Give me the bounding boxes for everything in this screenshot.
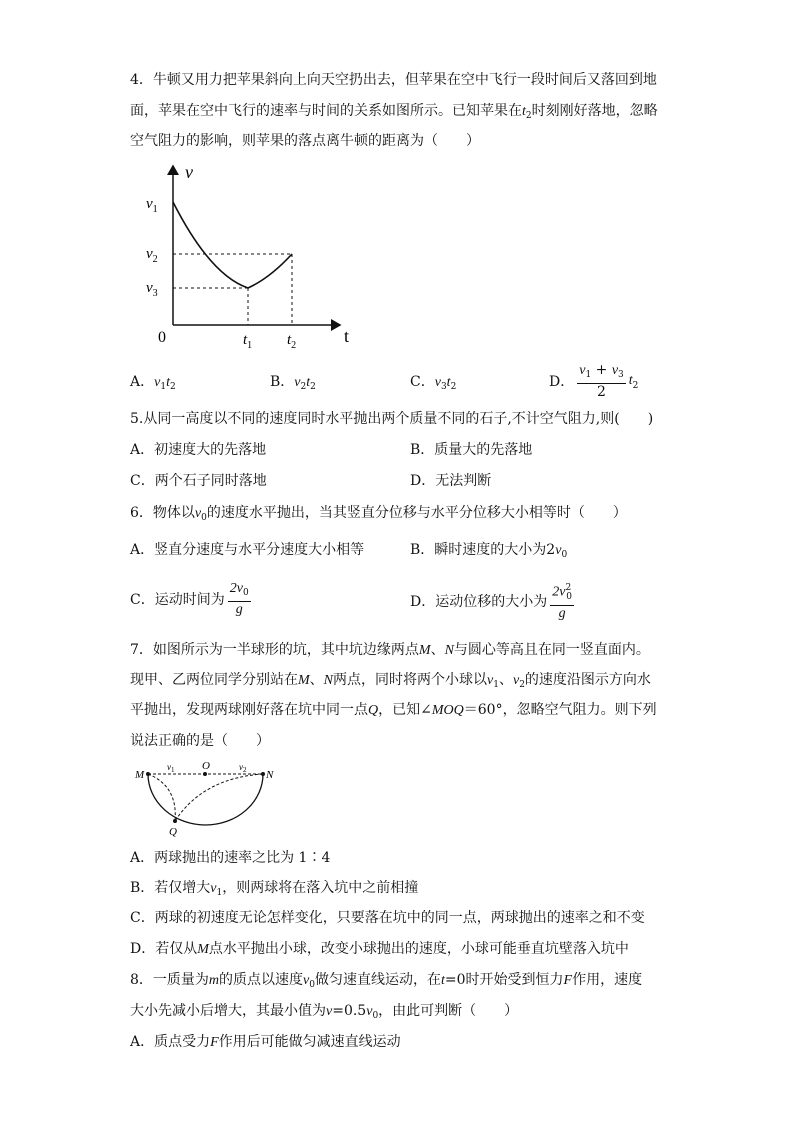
- trajectory-from-m: [148, 774, 175, 821]
- label-v1: $v_1$: [167, 762, 175, 774]
- q8-stem-line2: 大小先减小后增大，其最小值为$v=0.5v_0$，由此可判断（ ）: [130, 1003, 519, 1021]
- q7-stem-line1: 7．如图所示为一半球形的坑，其中坑边缘两点M、N与圆心等高且在同一竖直面内。: [130, 642, 650, 658]
- q7-stem-line2: 现甲、乙两位同学分别站在M、N两点，同时将两个小球以$v_1$、$v_2$的速度沿图示方向水: [130, 672, 651, 690]
- q8-option-a: A．质点受力F作用后可能做匀减速直线运动: [130, 1034, 401, 1050]
- q4-option-c: C．$v_3t_2$: [410, 374, 457, 392]
- q6-option-a: A．竖直分速度与水平分速度大小相等: [130, 542, 365, 558]
- q7-stem-line4: 说法正确的是（ ）: [130, 733, 270, 749]
- q7-option-a: A．两球抛出的速率之比为 1∶4: [130, 850, 331, 866]
- y-axis-label: v: [185, 162, 193, 182]
- pit-arc: [148, 774, 263, 825]
- fraction: $\frac{2v^2_0}{g}$: [550, 580, 574, 622]
- point-n: [261, 772, 265, 776]
- origin-label: 0: [158, 329, 166, 346]
- trajectory-from-n: [175, 774, 263, 821]
- q5-option-a: A．初速度大的先落地: [130, 442, 267, 458]
- q7-hemisphere-pit-figure: [133, 760, 283, 838]
- speed-curve: [173, 202, 292, 288]
- t1-label: $t_1$: [243, 332, 253, 351]
- q4-stem-line2: 面，苹果在空中飞行的速率与时间的关系如图所示。已知苹果在$t_2$时刻刚好落地，忽略: [130, 103, 658, 121]
- label-o: O: [202, 760, 210, 772]
- q6-stem: 6．物体以$v_0$的速度水平抛出，当其竖直分位移与水平分位移大小相等时（ ）: [130, 505, 627, 523]
- q4-velocity-time-graph: [140, 160, 370, 360]
- v1-label: $v_1$: [146, 196, 158, 215]
- v2-label: $v_2$: [146, 246, 158, 265]
- q4-stem-line1: 4．牛顿又用力把苹果斜向上向天空扔出去，但苹果在空中飞行一段时间后又落回到地: [130, 72, 657, 88]
- q5-option-d: D．无法判断: [410, 473, 492, 489]
- label-m: M: [135, 769, 145, 781]
- q5-stem: 5.从同一高度以不同的速度同时水平抛出两个质量不同的石子,不计空气阻力,则( ): [130, 411, 654, 427]
- q7-option-b: B．若仅增大$v_1$，则两球将在落入坑中之前相撞: [130, 880, 419, 898]
- point-q: [173, 819, 177, 823]
- q4-option-a: A．$v_1t_2$: [130, 374, 176, 392]
- q5-option-c: C．两个石子同时落地: [130, 473, 267, 489]
- q4-option-b: B．$v_2t_2$: [270, 374, 316, 392]
- label-v2: $v_2$: [239, 762, 247, 774]
- q4-option-d: D． $\frac{v_1 + v_3}{2}$ $t_2$: [549, 362, 639, 400]
- q7-stem-line3: 平抛出，发现两球刚好落在坑中同一点Q，已知∠MOQ＝60°，忽略空气阻力。则下列: [130, 702, 657, 718]
- point-m: [146, 772, 150, 776]
- x-axis-label: t: [344, 326, 350, 346]
- label-n: N: [266, 769, 274, 781]
- t2-label: $t_2$: [287, 332, 297, 351]
- v3-label: $v_3$: [146, 280, 158, 299]
- point-o: [203, 772, 207, 776]
- fraction: $\frac{v_1 + v_3}{2}$: [579, 362, 624, 400]
- fraction: $\frac{2v_0}{g}$: [229, 581, 249, 617]
- q8-stem-line1: 8．一质量为m的质点以速度$v_0$做匀速直线运动，在t=0时开始受到恒力F作用，速度: [130, 972, 643, 990]
- q6-option-b: B．瞬时速度的大小为$2v_0$: [410, 542, 568, 560]
- q6-option-c: C．运动时间为 $\frac{2v_0}{g}$: [130, 581, 249, 617]
- q7-option-d: D．若仅从M点水平抛出小球，改变小球抛出的速度，小球可能垂直坑壁落入坑中: [130, 941, 629, 957]
- q6-option-d: D．运动位移的大小为 $\frac{2v^2_0}{g}$: [410, 580, 577, 622]
- q5-option-b: B．质量大的先落地: [410, 442, 533, 458]
- label-q: Q: [169, 826, 177, 838]
- q4-stem-line3: 空气阻力的影响，则苹果的落点离牛顿的距离为（ ）: [130, 133, 480, 149]
- q7-option-c: C．两球的初速度无论怎样变化，只要落在坑中的同一点，两球抛出的速率之和不变: [130, 910, 645, 926]
